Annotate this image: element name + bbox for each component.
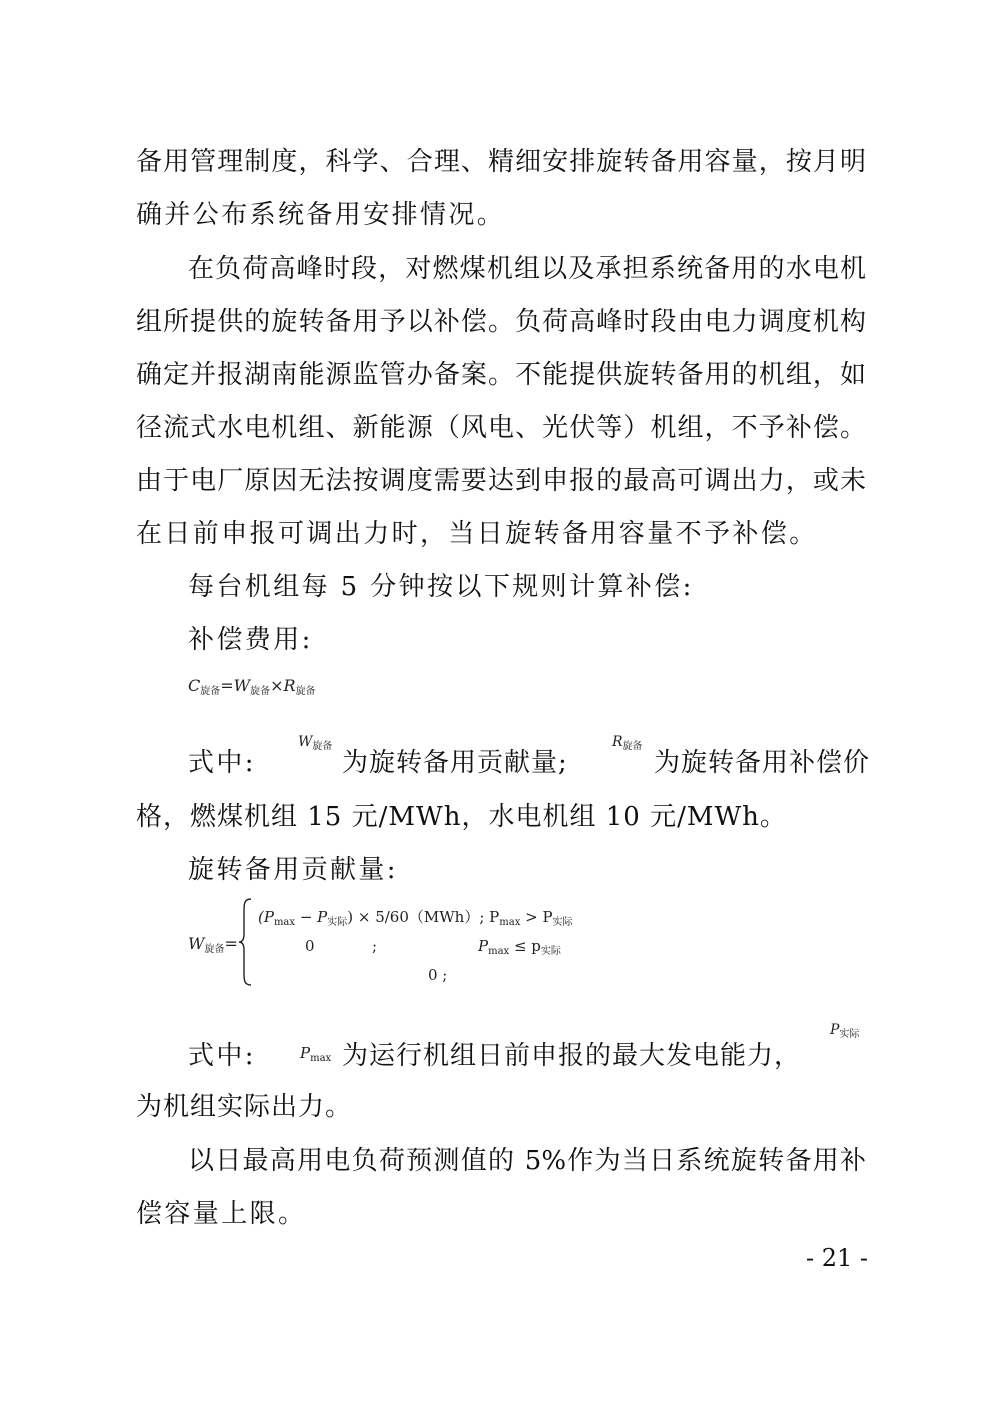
formula-r: R [283, 676, 296, 695]
piecewise-brace-icon [238, 898, 252, 986]
page-number: - 21 - [805, 1244, 868, 1272]
formula2-case2-condition: $P_{max} \le p_{实际}$ [478, 937, 561, 957]
body-line-1: 备用管理制度，科学、合理、精细安排旋转备用容量，按月明 [136, 147, 866, 177]
formula-c: C [188, 676, 201, 695]
formula-c-sub: 旋备 [200, 686, 221, 697]
body-line-5: 确定并报湖南能源监管办备案。不能提供旋转备用的机组，如 [136, 360, 866, 390]
formula-w-sub: 旋备 [250, 686, 271, 697]
formula-w: W [233, 676, 251, 695]
formula-times: × [270, 676, 284, 695]
contribution-title: 旋转备用贡献量: [188, 855, 398, 885]
formula2-case2-zero: 0 [305, 937, 315, 955]
note1-r-symbol: $R_{旋备}$ [612, 734, 643, 752]
formula-eq: = [220, 676, 234, 695]
body-line-6: 径流式水电机组、新能源（风电、光伏等）机组，不予补偿。 [136, 413, 866, 443]
closing-line-1: 以日最高用电负荷预测值的 5%作为当日系统旋转备用补 [188, 1146, 866, 1176]
body-line-10: 补偿费用: [188, 625, 313, 655]
note2-text: 为运行机组日前申报的最大发电能力， [342, 1041, 802, 1071]
closing-line-2: 偿容量上限。 [136, 1199, 307, 1229]
body-line-7: 由于电厂原因无法按调度需要达到申报的最高可调出力，或未 [136, 466, 866, 496]
body-line-9: 每台机组每 5 分钟按以下规则计算补偿: [188, 572, 694, 602]
body-line-2: 确并公布系统备用安排情况。 [136, 200, 506, 230]
note2-pmax-symbol: $P_{max}$ [300, 1044, 332, 1064]
note2-pactual-symbol: $P_{实际}$ [830, 1022, 860, 1040]
note1-prefix: 式中: [188, 748, 256, 778]
note1-w-symbol: $W_{旋备}$ [298, 734, 333, 752]
note1-line2: 格，燃煤机组 15 元/MWh，水电机组 10 元/MWh。 [136, 802, 787, 832]
formula2-lhs: $W_{旋备}=$ [188, 934, 238, 955]
formula-r-sub: 旋备 [295, 686, 316, 697]
formula2-case2-semicolon: ; [372, 937, 378, 955]
body-line-8: 在日前申报可调出力时，当日旋转备用容量不予补偿。 [136, 519, 818, 549]
note2-prefix: 式中: [188, 1041, 256, 1071]
body-line-4: 组所提供的旋转备用予以补偿。负荷高峰时段由电力调度机构 [136, 307, 866, 337]
note1-r-text: 为旋转备用补偿价 [654, 748, 871, 778]
formula-compensation-fee [188, 676, 316, 697]
note1-w-text: 为旋转备用贡献量; [342, 748, 568, 778]
formula2-case1: $(P_{max} - P_{实际}) \times 5/60(MWh)$; $P_{max} > P_{实际}$ [258, 908, 573, 928]
note2-line2: 为机组实际出力。 [136, 1092, 353, 1122]
formula2-case3: 0 ; [428, 966, 448, 984]
body-line-3: 在负荷高峰时段，对燃煤机组以及承担系统备用的水电机 [188, 254, 866, 284]
